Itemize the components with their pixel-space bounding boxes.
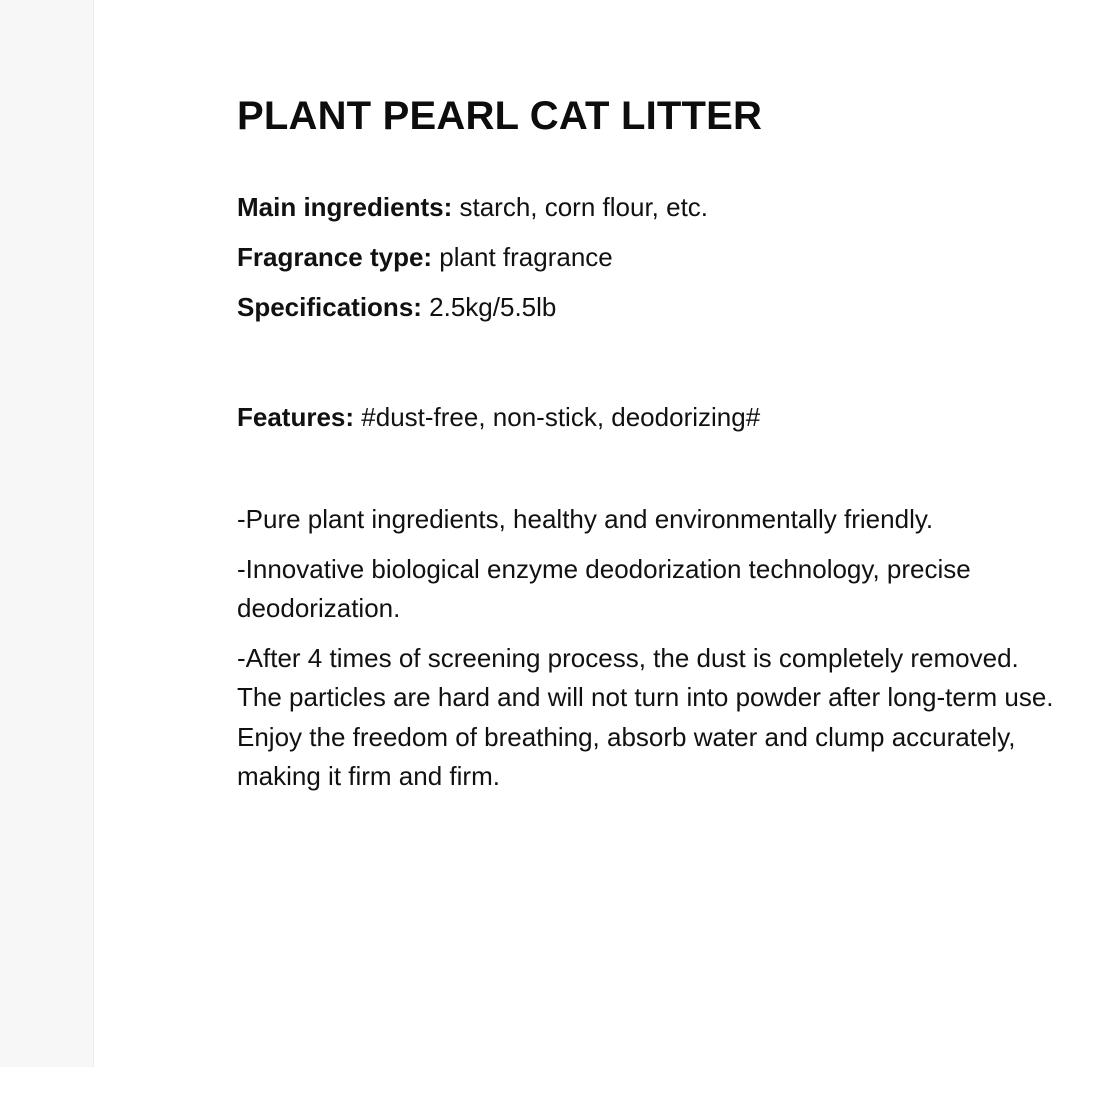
features-value: #dust-free, non-stick, deodorizing# <box>354 402 761 432</box>
document-content <box>237 0 1072 807</box>
page-bottom-margin <box>0 1067 1102 1102</box>
spec-specifications-label: Specifications: <box>237 292 422 322</box>
spacer-after-features <box>237 430 1072 500</box>
spec-main-ingredients <box>237 194 1072 220</box>
features-line <box>237 404 1072 430</box>
spec-specifications <box>237 294 1072 320</box>
page-left-gutter <box>0 0 94 1067</box>
spec-specifications-value: 2.5kg/5.5lb <box>421 292 557 322</box>
features-label: Features: <box>237 402 355 432</box>
spacer-after-specs <box>237 344 1072 404</box>
body-paragraph-1: -Pure plant ingredients, healthy and environmentally friendly. <box>237 504 934 534</box>
spec-main-ingredients-label: Main ingredients: <box>237 192 453 222</box>
spec-fragrance-type-label: Fragrance type: <box>237 242 433 272</box>
spec-fragrance-type <box>237 244 1072 270</box>
body-paragraph-3: -After 4 times of screening process, the dust is completely removed. The particles are hard and will not turn into powder after long-term use. Enjoy the freedom of breathing, absorb water and clump accurately, making it firm and firm. <box>237 642 1054 792</box>
page-title: PLANT PEARL CAT LITTER <box>237 94 763 138</box>
spec-fragrance-type-value: plant fragrance <box>432 242 613 272</box>
page-gutter-divider <box>93 0 94 1067</box>
spec-main-ingredients-value: starch, corn flour, etc. <box>452 192 709 222</box>
body-paragraph-2: -Innovative biological enzyme deodorization technology, precise deodorization. <box>237 553 971 624</box>
